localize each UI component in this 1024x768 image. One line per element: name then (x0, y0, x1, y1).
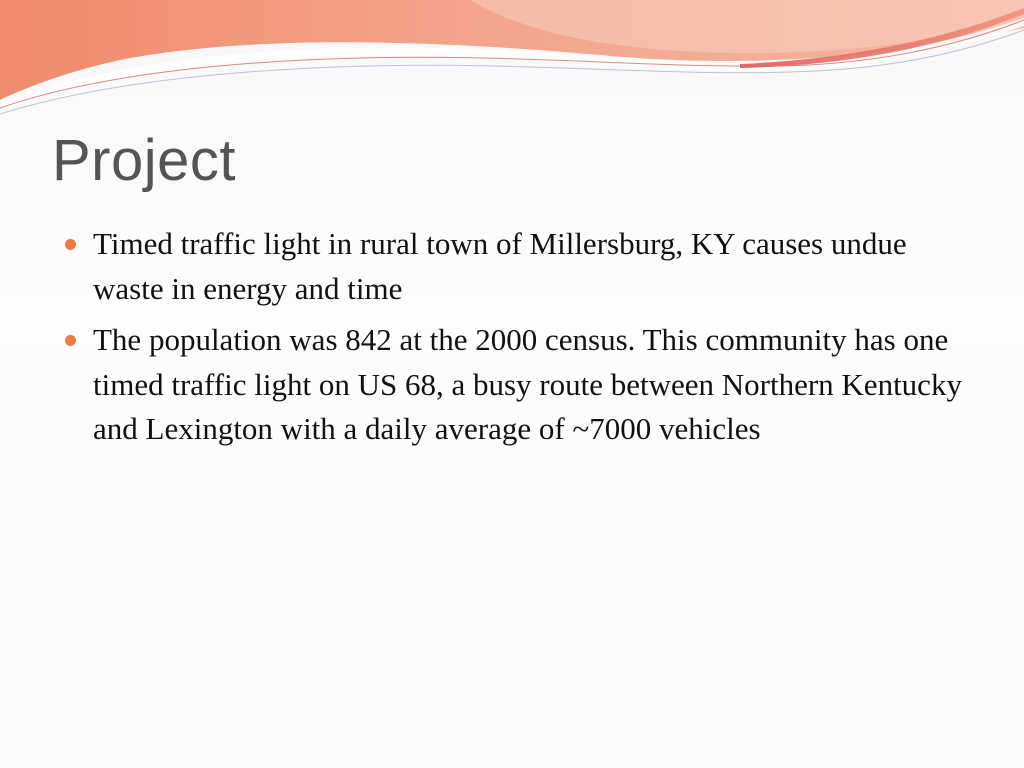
bullet-item (62, 318, 982, 452)
bullet-text: Timed traffic light in rural town of Millersburg, KY causes undue waste in energy and time (93, 226, 907, 306)
slide-title: Project (52, 128, 237, 193)
bullet-item (62, 222, 982, 311)
bullet-list (62, 222, 982, 459)
decorative-header-wave (0, 0, 1024, 120)
circle-bullet-icon (65, 335, 76, 346)
circle-bullet-icon (65, 239, 76, 250)
bullet-text: The population was 842 at the 2000 census. This community has one timed traffic light on US 68, a busy route between Northern Kentucky and Lexington with a daily average of ~7000 vehicles (93, 322, 962, 446)
